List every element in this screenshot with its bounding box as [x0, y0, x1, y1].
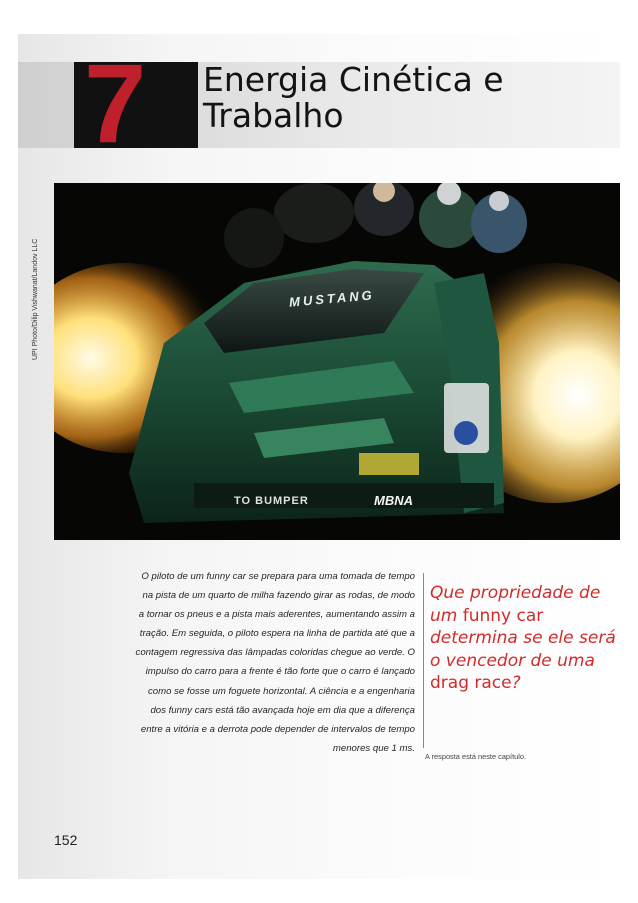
intro-line: na pista de um quarto de milha fazendo girar as rodas, de modo [142, 590, 415, 602]
front-bumper-text: TO BUMPER [234, 495, 309, 507]
question-text: determina se ele será o vencedor de uma [430, 628, 616, 671]
intro-line: dos funny cars está tão avançada hoje em dia que a diferença [150, 704, 415, 716]
question-text: Que propriedade de um [430, 583, 601, 626]
intro-line: O piloto de um funny car se prepara para uma tomada de tempo [141, 571, 415, 582]
chapter-question [430, 582, 625, 695]
divider-line [423, 573, 424, 748]
hood-mustang-text: MUSTANG [288, 287, 376, 310]
question-mark: ? [511, 673, 521, 693]
intro-line: contagem regressiva das lâmpadas coloridas chegue ao verde. O [135, 647, 415, 659]
page-number: 152 [54, 832, 78, 848]
funny-car-photo [54, 183, 620, 540]
chapter-title: Energia Cinética e Trabalho [203, 60, 504, 135]
question-term-funny-car: funny car [462, 605, 544, 626]
intro-line: como se fosse um foguete horizontal. A ciência e a engenharia [147, 685, 415, 697]
photo-credit: UPI Photo/Dilip Vishwanat/Landov LLC [32, 238, 39, 360]
answer-note: A resposta está neste capítulo. [425, 752, 527, 761]
intro-line: impulso do carro para a frente é tão forte que o carro é lançado [145, 666, 415, 678]
chapter-number: 7 [84, 62, 143, 148]
question-term-drag-race: drag race [430, 673, 512, 693]
intro-line: menores que 1 ms. [332, 742, 415, 754]
intro-line: entre a vitória e a derrota pode depender de intervalos de tempo [140, 723, 415, 735]
intro-line: tração. Em seguida, o piloto espera na linha de partida até que a [139, 628, 415, 640]
intro-line: a tornar os pneus e a pista mais aderentes, aumentando assim a [138, 609, 415, 621]
funny-car-illustration [54, 183, 620, 540]
chapter-number-box [74, 62, 198, 148]
intro-paragraph [70, 567, 415, 758]
mbna-logo-text: MBNA [374, 493, 413, 508]
